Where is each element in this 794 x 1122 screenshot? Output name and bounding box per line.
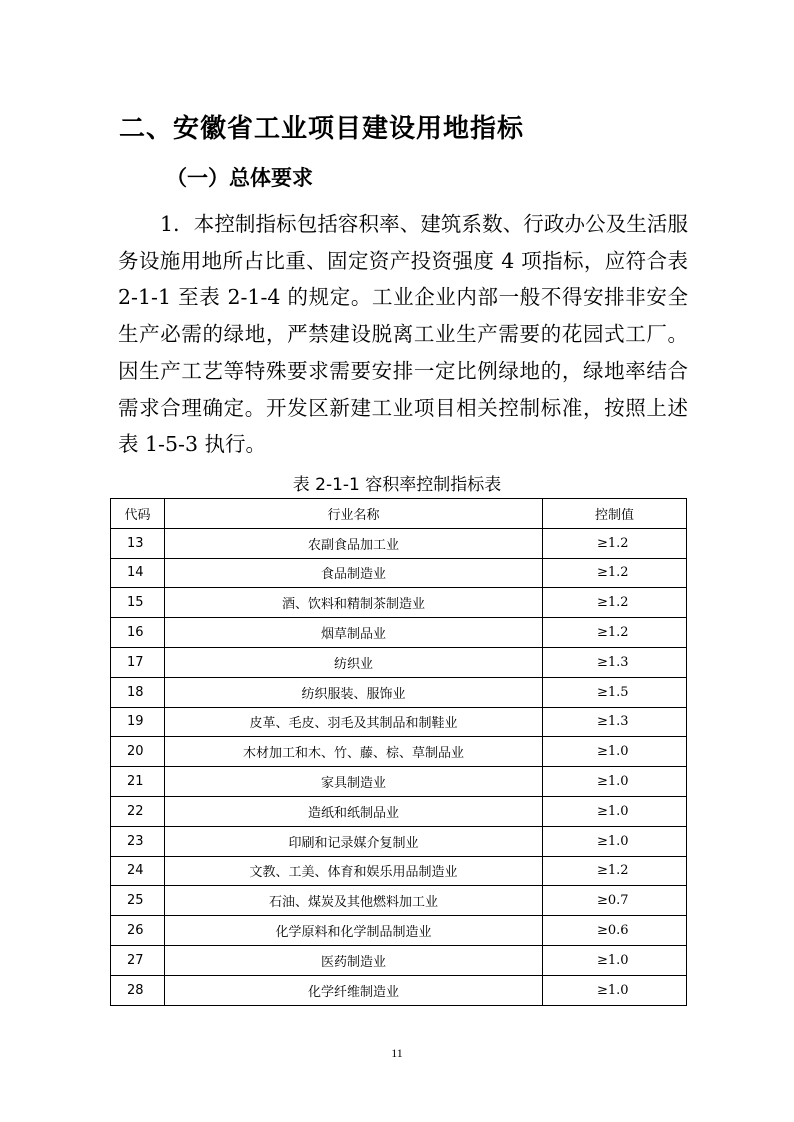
table-row [111,558,687,588]
industry-code-cell: 15 [111,588,165,618]
industry-code-cell: 21 [111,767,165,797]
table-row [111,796,687,826]
industry-name-cell: 食品制造业 [165,558,543,588]
industry-name-cell: 医药制造业 [165,945,543,975]
control-value-cell: ≥1.2 [543,856,687,886]
industry-code-cell: 16 [111,618,165,648]
table-row [111,618,687,648]
industry-name-cell: 纺织业 [165,647,543,677]
industry-code-cell: 22 [111,796,165,826]
industry-name-cell: 印刷和记录媒介复制业 [165,826,543,856]
control-value-cell: ≥1.3 [543,647,687,677]
industry-name-cell: 石油、煤炭及其他燃料加工业 [165,886,543,916]
industry-code-cell: 19 [111,707,165,737]
industry-code-cell: 26 [111,916,165,946]
control-value-cell: ≥1.0 [543,945,687,975]
industry-name-cell: 农副食品加工业 [165,528,543,558]
section-heading: 二、安徽省工业项目建设用地指标 [119,114,525,144]
industry-name-cell: 木材加工和木、竹、藤、棕、草制品业 [165,737,543,767]
control-value-cell: ≥1.5 [543,677,687,707]
table-title: 表 2-1-1 容积率控制指标表 [292,475,502,495]
industry-code-cell: 20 [111,737,165,767]
industry-name-cell: 化学纤维制造业 [165,975,543,1005]
floor-area-ratio-table [110,498,687,1006]
table-row [111,707,687,737]
control-value-cell: ≥1.2 [543,618,687,648]
table-row [111,588,687,618]
industry-code-cell: 23 [111,826,165,856]
control-value-cell: ≥1.0 [543,975,687,1005]
control-value-cell: ≥0.7 [543,886,687,916]
control-value-cell: ≥0.6 [543,916,687,946]
table-header-row [111,499,687,529]
body-paragraph: 1．本控制指标包括容积率、建筑系数、行政办公及生活服务设施用地所占比重、固定资产投资强度 4 项指标，应符合表 2-1-1 至表 2-1-4 的规定。工业企业内部一般不得安排非安全生产必需的绿地，严禁建设脱离工业生产需要的花园式工厂。因生产工艺等特殊要求需要安排一定比例绿地的，绿地率结合需求合理确定。开发区新建工业项目相关控制标准，按照上述表 1-5-3 执行。 [118,212,688,457]
industry-name-cell: 家具制造业 [165,767,543,797]
industry-name-cell: 文教、工美、体育和娱乐用品制造业 [165,856,543,886]
control-value-cell: ≥1.0 [543,767,687,797]
table-row [111,975,687,1005]
table-row [111,528,687,558]
table-row [111,677,687,707]
subsection-heading: （一）总体要求 [166,166,313,190]
industry-code-cell: 18 [111,677,165,707]
industry-code-cell: 28 [111,975,165,1005]
industry-name-cell: 烟草制品业 [165,618,543,648]
page-number: 11 [391,1046,403,1060]
table-row [111,916,687,946]
control-value-cell: ≥1.0 [543,737,687,767]
industry-name-cell: 化学原料和化学制品制造业 [165,916,543,946]
table-row [111,737,687,767]
control-value-cell: ≥1.2 [543,588,687,618]
industry-code-cell: 25 [111,886,165,916]
table-row [111,886,687,916]
control-value-cell: ≥1.2 [543,558,687,588]
industry-code-cell: 17 [111,647,165,677]
table-row [111,767,687,797]
control-value-cell: ≥1.0 [543,826,687,856]
control-value-cell: ≥1.2 [543,528,687,558]
column-header-control-value: 控制值 [543,499,687,529]
table-row [111,826,687,856]
industry-name-cell: 造纸和纸制品业 [165,796,543,826]
industry-code-cell: 27 [111,945,165,975]
table-row [111,647,687,677]
control-value-cell: ≥1.3 [543,707,687,737]
column-header-industry: 行业名称 [165,499,543,529]
industry-name-cell: 酒、饮料和精制茶制造业 [165,588,543,618]
industry-name-cell: 纺织服装、服饰业 [165,677,543,707]
control-value-cell: ≥1.0 [543,796,687,826]
column-header-code: 代码 [111,499,165,529]
industry-code-cell: 13 [111,528,165,558]
industry-code-cell: 24 [111,856,165,886]
table-row [111,945,687,975]
industry-name-cell: 皮革、毛皮、羽毛及其制品和制鞋业 [165,707,543,737]
industry-code-cell: 14 [111,558,165,588]
table-row [111,856,687,886]
